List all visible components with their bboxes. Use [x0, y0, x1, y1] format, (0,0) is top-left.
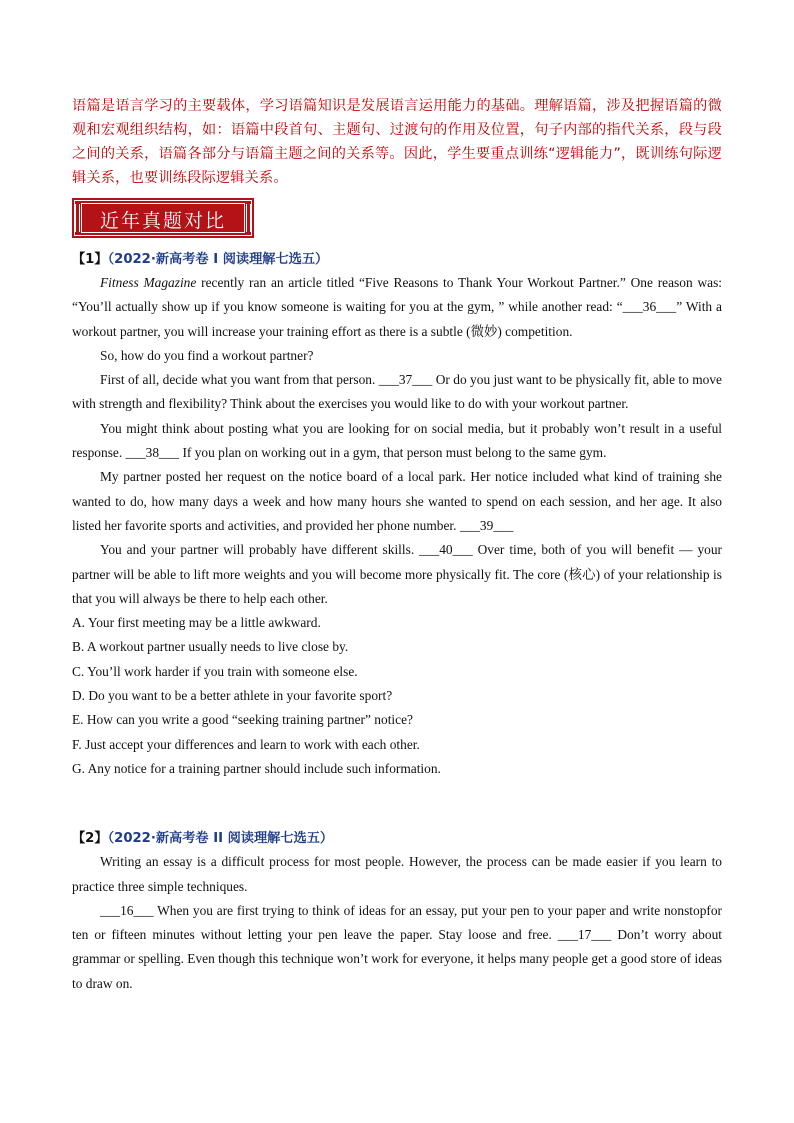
- q1-paragraph-2: So, how do you find a workout partner?: [100, 347, 314, 363]
- question-2-header: [72, 827, 722, 846]
- q1-paragraph-6: You and your partner will probably have different skills. ___40___ Over time, both of you will benefit — your partner will be able to lift more weights and you will become more physically fit. The core (核心) of your relationship is that you will always be there to help each other.: [72, 542, 722, 606]
- question-2-number: 【2】: [72, 831, 108, 847]
- page-content: [72, 94, 722, 996]
- question-1-source: （2022·新高考卷 I 阅读理解七选五）: [107, 252, 329, 267]
- q2-paragraph-2: ___16___ When you are first trying to think of ideas for an essay, put your pen to your paper and write nonstopfor ten or fifteen minutes without letting your pen leave the paper. Stay loose and free. ___17___ Don’t worry about grammar or spelling. Even though this technique won’t work for everyone, it helps many people get a good store of ideas to draw on.: [72, 902, 722, 991]
- option-f: F. Just accept your differences and learn to work with each other.: [72, 736, 420, 752]
- option-a: A. Your first meeting may be a little awkward.: [72, 615, 321, 631]
- intro-paragraph: 语篇是语言学习的主要载体，学习语篇知识是发展语言运用能力的基础。理解语篇，涉及把握语篇的微观和宏观组织结构，如：语篇中段首句、主题句、过渡句的作用及位置，句子内部的指代关系，段与段之间的关系，语篇各部分与语篇主题之间的关系等。因此，学生要重点训练“逻辑能力”，既训练句际逻辑关系，也要训练段际逻辑关系。: [72, 98, 722, 186]
- option-e: E. How can you write a good “seeking training partner” notice?: [72, 712, 413, 728]
- option-d: D. Do you want to be a better athlete in your favorite sport?: [72, 688, 393, 704]
- option-g: G. Any notice for a training partner should include such information.: [72, 760, 441, 776]
- option-b: B. A workout partner usually needs to live close by.: [72, 639, 349, 655]
- magazine-name: Fitness Magazine: [100, 275, 197, 290]
- banner-box: [72, 198, 254, 238]
- q1-options: [72, 611, 722, 781]
- q1-paragraph-5: My partner posted her request on the notice board of a local park. Her notice included what kind of training she wanted to do, how many days a week and how many hours she wanted to spend on each session, and her age. It also listed her favorite sports and activities, and provided her phone number. ___39___: [72, 469, 722, 533]
- option-c: C. You’ll work harder if you train with someone else.: [72, 663, 358, 679]
- question-1-header: [72, 248, 722, 267]
- q2-paragraph-1: Writing an essay is a difficult process for most people. However, the process can be made easier if you learn to practice three simple techniques.: [72, 854, 722, 894]
- section-banner: [72, 198, 722, 238]
- banner-title: 近年真题对比: [99, 210, 226, 232]
- q1-paragraph-1: Fitness Magazine recently ran an article titled “Five Reasons to Thank Your Workout Partner.” One reason was: “You’ll actually show up if you know someone is waiting for you at the gym, ” while another read: “___36___” With a workout partner, you will increase your training effort as there is a subtle (微妙) competition.: [72, 275, 723, 339]
- q1-paragraph-4: You might think about posting what you are looking for on social media, but it probably won’t result in a useful response. ___38___ If you plan on working out in a gym, that person must belong to the same gym.: [72, 420, 722, 461]
- q1-paragraph-3: First of all, decide what you want from that person. ___37___ Or do you just want to be physically fit, able to move with strength and flexibility? Think about the exercises you would like to do with your workout partner.: [72, 372, 722, 412]
- question-2-source: （2022·新高考卷 II 阅读理解七选五）: [107, 831, 334, 847]
- question-1-number: 【1】: [72, 252, 108, 267]
